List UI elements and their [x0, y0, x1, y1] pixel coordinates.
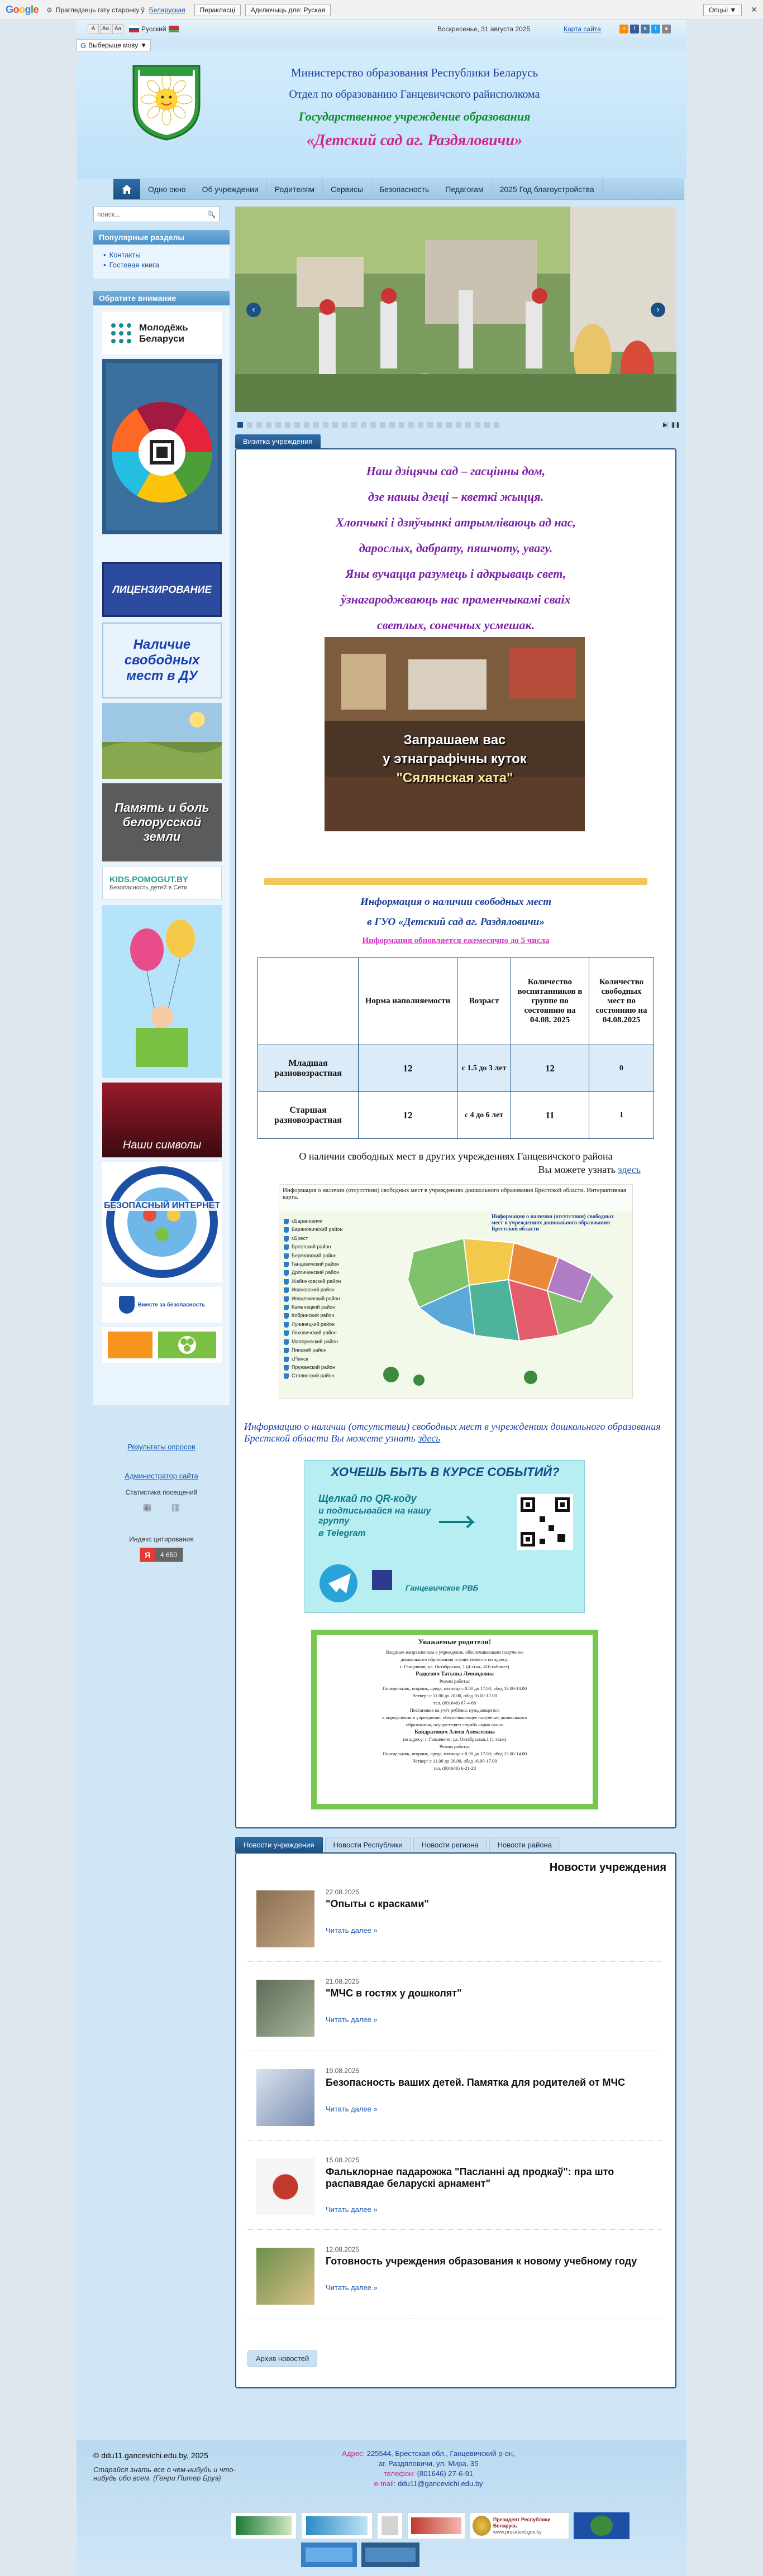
font-size-switcher	[88, 24, 123, 34]
banner-memory[interactable]: Память и боль белорусской земли	[102, 783, 222, 861]
slider-dot[interactable]	[351, 422, 357, 428]
slider-dot[interactable]	[304, 422, 309, 428]
banner-clover[interactable]	[102, 1327, 222, 1363]
language-label[interactable]: Русский	[141, 25, 166, 33]
region-map[interactable]	[279, 1184, 633, 1399]
slider-dot[interactable]	[266, 422, 271, 428]
facebook-icon[interactable]: f	[630, 25, 639, 33]
news-read-more[interactable]: Читать далее »	[326, 1926, 378, 1935]
news-thumbnail[interactable]	[256, 2158, 314, 2215]
banner-symbols[interactable]: Наши символы	[102, 1083, 222, 1157]
translate-button[interactable]: Перакласці	[194, 4, 241, 16]
nav-year-2025[interactable]: 2025 Год благоустройства	[492, 179, 603, 199]
popular-item-guestbook[interactable]: • Гостевая книга	[110, 261, 222, 269]
chevron-down-icon[interactable]: ▼	[140, 41, 147, 49]
notice-line: дошкольного образования осуществляется по адресу:	[400, 1656, 509, 1662]
translate-options-button[interactable]: Опцыі ▼	[703, 4, 742, 16]
map-district-item[interactable]: Пружанский район	[284, 1363, 368, 1372]
slider-dot[interactable]	[427, 422, 433, 428]
table-cell: Младшая разновозрастная	[258, 1045, 359, 1092]
slider-dot[interactable]	[237, 422, 243, 428]
map-district-item[interactable]: г.Барановичи	[284, 1217, 368, 1225]
news-headline[interactable]: Безопасность ваших детей. Памятка для родителей от МЧС	[326, 2077, 626, 2088]
address-label: Адрес:	[342, 2449, 365, 2458]
search-icon[interactable]: 🔍	[207, 210, 216, 218]
tab-news-republic[interactable]: Новости Республики	[325, 1837, 411, 1852]
news-headline[interactable]: "МЧС в гостях у дошколят"	[326, 1988, 462, 1999]
slider-dot[interactable]	[418, 422, 423, 428]
district-emblem-icon	[284, 1365, 289, 1371]
phone-value: (801646) 27-6-91	[417, 2469, 474, 2478]
map-district-item[interactable]: Жабинковский район	[284, 1277, 368, 1286]
email-value[interactable]: ddu11@gancevichi.edu.by	[398, 2479, 483, 2488]
cite-badge[interactable]	[140, 1548, 183, 1562]
header-ministry: Министерство образования Республики Беларусь	[290, 66, 538, 79]
slider-dot[interactable]	[475, 422, 480, 428]
table-row	[258, 1045, 654, 1092]
play-icon[interactable]: ▶	[663, 422, 669, 428]
news-item	[247, 2235, 661, 2319]
belarus-flag-icon[interactable]	[169, 26, 179, 32]
table-header: Количество свободных мест по состоянию на 04.08.2025	[589, 958, 654, 1045]
current-date: Воскресенье, 31 августа 2025	[437, 25, 531, 33]
news-read-more[interactable]: Читать далее »	[326, 2015, 378, 2024]
slider-dot[interactable]	[408, 422, 414, 428]
news-date: 22.08.2025	[326, 1888, 360, 1896]
tab-news-district[interactable]: Новости района	[489, 1837, 560, 1852]
district-emblem-icon	[284, 1262, 289, 1267]
landscape-graphic	[102, 703, 222, 779]
translate-widget-label[interactable]: Выберыце мову	[88, 41, 139, 49]
sdg-wheel-graphic	[106, 363, 218, 530]
nav-teachers[interactable]: Педагогам	[437, 179, 492, 199]
news-box	[235, 1852, 676, 2388]
banner-internet[interactable]	[102, 1162, 222, 1282]
table-header: Возраст	[457, 958, 511, 1045]
news-date: 21.08.2025	[326, 1978, 360, 1985]
image-caption: у этнаграфічны куток	[383, 751, 527, 767]
header-institution: Государственное учреждение образования	[298, 109, 531, 123]
map-district-item[interactable]: Ганцевичский район	[284, 1260, 368, 1268]
poem-line: дарослых, дабрату, пяшчоту, увагу.	[359, 541, 553, 555]
footer-logo[interactable]	[574, 2512, 630, 2539]
notice-line: Четверг с 11.00 до 20.00, обед 16.00-17.00	[412, 1758, 497, 1764]
search-box	[93, 207, 220, 222]
translate-icon: ⚙	[46, 6, 53, 14]
news-item	[247, 2146, 661, 2230]
yandex-icon: Я	[140, 1548, 155, 1562]
image-caption: "Сялянская хата"	[396, 770, 513, 786]
banner-internet-label: БЕЗОПАСНЫЙ ИНТЕРНЕТ	[102, 1201, 222, 1211]
footer-quote: Старайся знать все о чем-нибудь и что-нибудь обо всем. (Генри Питер Бруэ)	[93, 2465, 236, 2482]
pause-icon[interactable]: ❚❚	[671, 422, 680, 428]
news-date: 15.08.2025	[326, 2156, 360, 2164]
other-places-link[interactable]: здесь	[618, 1164, 641, 1175]
banner-places[interactable]: Наличие свободных мест в ДУ	[102, 623, 222, 698]
page-container	[77, 20, 686, 2576]
citation-index	[93, 1535, 230, 1562]
map-district-item[interactable]: Дрогичинский район	[284, 1268, 368, 1277]
district-emblem-icon	[284, 1357, 289, 1362]
district-emblem-icon	[284, 1279, 289, 1285]
district-emblem-icon	[284, 1330, 289, 1336]
other-places-text-2	[249, 1164, 663, 1176]
news-headline[interactable]: Фальклорнае падарожжа "Пасланні ад продкаў": пра што распавядае беларускі арнамент"	[326, 2166, 614, 2189]
email-label: e-mail:	[374, 2479, 396, 2488]
news-headline[interactable]: Готовность учреждения образования к новому учебному году	[326, 2256, 637, 2267]
translate-language-select[interactable]: Беларуская	[149, 6, 185, 14]
emblem-icon	[473, 2516, 491, 2536]
news-section	[235, 1837, 676, 2388]
notice-line: по адресу: г. Ганцевичи, ул. Октябрьская,1 (1 этаж)	[403, 1736, 507, 1742]
news-tabs	[235, 1837, 676, 1852]
notice-line: Режим работы:	[439, 1744, 470, 1749]
places-info-line: в ГУО «Детский сад аг. Раздяловичи»	[367, 916, 545, 928]
slider-dot[interactable]	[437, 422, 442, 428]
slider-dot[interactable]	[285, 422, 290, 428]
news-thumbnail[interactable]	[256, 1890, 314, 1947]
president-logo-url: www.president.gov.by	[493, 2529, 542, 2535]
map-district-item[interactable]: Брестский район	[284, 1243, 368, 1251]
slider-dot[interactable]	[313, 422, 319, 428]
address-value-2: аг. Раздяловичи, ул. Мира, 35	[378, 2459, 479, 2468]
slider-dot[interactable]	[484, 422, 490, 428]
map-district-list	[284, 1217, 368, 1381]
slider-next-button[interactable]: ›	[651, 303, 665, 317]
kindergarten-logo[interactable]	[128, 60, 205, 142]
footer-logos	[231, 2512, 633, 2568]
slider-dot[interactable]	[389, 422, 395, 428]
translate-widget[interactable]	[77, 39, 151, 51]
notice-line: Постановка на учёт ребёнка, нуждающегося	[409, 1707, 500, 1713]
counter-icon[interactable]: ▦	[142, 1503, 151, 1512]
footer-address	[300, 2449, 557, 2489]
poem-line: Хлопчыкі і дзяўчынкі атрымліваюць ад нас,	[335, 515, 576, 529]
news-item	[247, 2057, 661, 2141]
home-icon[interactable]	[121, 184, 132, 194]
slider-prev-button[interactable]: ‹	[246, 303, 261, 317]
popular-title: Популярные разделы	[93, 230, 230, 245]
district-emblem-icon	[284, 1313, 289, 1319]
poem-line: Яны вучацца разумець і адкрываць свет,	[345, 567, 566, 581]
table-cell: 12	[359, 1045, 457, 1092]
district-emblem-icon	[284, 1348, 289, 1353]
disable-translate-button[interactable]: Адключыць для: Руская	[245, 4, 331, 16]
poem-line: Наш дзіцячы сад – гасцінны дом,	[366, 464, 546, 478]
district-emblem-icon	[284, 1322, 289, 1328]
counter-icon-2[interactable]: ▥	[171, 1503, 180, 1512]
footer-logo[interactable]	[407, 2512, 465, 2539]
tg-brand: Ганцевичское РВБ	[406, 1583, 479, 1592]
slider-dot[interactable]	[380, 422, 385, 428]
other-places-prefix: Вы можете узнать	[538, 1164, 618, 1175]
banner-kids-sub: Безопасность детей в Сети	[109, 884, 188, 891]
search-input[interactable]	[97, 210, 207, 218]
news-title: Новости учреждения	[549, 1861, 666, 1874]
banner-youth[interactable]	[102, 312, 222, 355]
district-emblem-icon	[284, 1305, 289, 1310]
nav-parents[interactable]: Родителям	[267, 179, 323, 199]
slider-dot[interactable]	[256, 422, 262, 428]
news-read-more[interactable]: Читать далее »	[326, 2105, 378, 2113]
notice-line: образования, осуществляет служба «одно окно»	[406, 1722, 504, 1727]
translate-prompt: Прагледзець гэту старонку ў	[55, 6, 145, 14]
table-cell: 0	[589, 1045, 654, 1092]
top-strip	[77, 20, 686, 38]
shield-icon	[119, 1296, 135, 1314]
slider-dot[interactable]	[323, 422, 328, 428]
attention-title: Обратите внимание	[93, 291, 230, 305]
district-emblem-icon	[284, 1253, 289, 1259]
google-g-icon: G	[80, 41, 87, 50]
footer-logo[interactable]	[231, 2512, 297, 2539]
notice-title: Уважаемые родители!	[418, 1637, 492, 1646]
footer-logo[interactable]	[301, 2512, 373, 2539]
district-emblem-icon	[284, 1236, 289, 1242]
address-value: 225544, Брестская обл., Ганцевичский р-он,	[366, 2449, 515, 2458]
table-header	[258, 958, 359, 1045]
site-footer	[77, 2440, 686, 2576]
map-caption: Информация о наличии (отсутствии) свободных мест в учреждениях дошкольного образования Брестской области. Интерактивная карта.	[283, 1187, 626, 1200]
banner-kids-label: KIDS.POMOGUT.BY	[109, 874, 188, 884]
notice-line: Радкевич Татьяна Леонидовна	[416, 1671, 494, 1677]
map-district-item[interactable]: Ивацевичский район	[284, 1295, 368, 1303]
slider-dot[interactable]	[456, 422, 461, 428]
news-headline[interactable]: "Опыты с красками"	[326, 1898, 429, 1909]
notice-line: Входным направлением в учреждение, обеспечивающим получение	[385, 1649, 524, 1655]
slider-dot[interactable]	[342, 422, 347, 428]
slider-dot[interactable]	[399, 422, 404, 428]
footer-logo-president[interactable]	[470, 2512, 569, 2539]
table-cell: с 1.5 до 3 лет	[457, 1045, 511, 1092]
admin-link[interactable]: Администратор сайта	[125, 1472, 198, 1480]
news-read-more[interactable]: Читать далее »	[326, 2283, 378, 2292]
cite-value: 4 650	[155, 1548, 183, 1562]
close-icon[interactable]: ✕	[751, 5, 757, 14]
popular-item-contacts[interactable]: • Контакты	[110, 251, 222, 259]
font-size-large[interactable]: Aa	[112, 24, 123, 34]
table-cell: Старшая разновозрастная	[258, 1092, 359, 1139]
nav-safety[interactable]: Безопасность	[371, 179, 437, 199]
stats-label: Статистика посещений	[125, 1488, 198, 1496]
other-places-text: О наличии свободных мест в других учреждениях Ганцевичского района	[299, 1151, 613, 1162]
notice-line: тел. (801646) 67-4-68	[433, 1700, 476, 1706]
slider-dot[interactable]	[361, 422, 366, 428]
main-nav	[113, 179, 684, 200]
notice-line: Понедельник, вторник, среда, пятница с 8.00 до 17.00; обед 13.00-14.00	[382, 1686, 527, 1691]
vacation-graphic	[102, 905, 222, 1078]
vk-icon[interactable]: в	[641, 25, 650, 33]
map-district-item[interactable]: Лунинецкий район	[284, 1320, 368, 1329]
banner-kids[interactable]	[102, 866, 222, 899]
table-cell: 1	[589, 1092, 654, 1139]
district-emblem-icon	[284, 1219, 289, 1224]
clover-graphic	[102, 1327, 222, 1363]
notice-line: Четверг с 11.00 до 20.00, обед 16.00-17.00	[412, 1693, 497, 1698]
news-item	[247, 1878, 661, 1962]
table-header: Норма наполняемости	[359, 958, 457, 1045]
footer-logo[interactable]	[361, 2543, 419, 2567]
twitter-icon[interactable]: t	[651, 25, 660, 33]
youth-logo-icon	[110, 322, 132, 344]
places-info-line: Информация о наличии свободных мест	[360, 896, 552, 908]
slider-dot[interactable]	[465, 422, 471, 428]
font-size-medium[interactable]: Aa	[100, 24, 111, 34]
news-date: 19.08.2025	[326, 2067, 360, 2075]
social-icons	[619, 25, 671, 33]
notice-line: Кондратович Алеся Алексеевна	[414, 1729, 495, 1735]
slider-dot[interactable]	[370, 422, 376, 428]
slider-controls[interactable]	[663, 422, 680, 428]
table-row	[258, 1092, 654, 1139]
banner-vacation[interactable]	[102, 905, 222, 1078]
news-thumbnail[interactable]	[256, 2069, 314, 2126]
rss-icon[interactable]: ●	[662, 25, 671, 33]
font-size-small[interactable]: A	[88, 24, 99, 34]
footer-logo[interactable]	[301, 2543, 357, 2567]
slider-dot[interactable]	[446, 422, 452, 428]
map-district-item[interactable]: г.Брест	[284, 1234, 368, 1243]
tab-news-region[interactable]: Новости региона	[413, 1837, 487, 1852]
telegram-banner[interactable]	[304, 1460, 585, 1613]
region-availability-link[interactable]: здесь	[418, 1433, 441, 1444]
news-thumbnail[interactable]	[256, 1980, 314, 2037]
district-emblem-icon	[284, 1287, 289, 1293]
banner-sdg[interactable]	[102, 359, 222, 534]
places-table	[257, 957, 654, 1139]
header-name: «Детский сад аг. Раздяловичи»	[307, 132, 522, 149]
slider-dots	[235, 421, 680, 429]
main-content	[235, 207, 676, 412]
district-emblem-icon	[284, 1270, 289, 1276]
footer-logo[interactable]	[377, 2512, 403, 2539]
tab-visit[interactable]: Визитка учреждения	[235, 434, 321, 448]
president-logo-label: Президент Республики Беларусь	[493, 2516, 551, 2529]
region-availability-text	[244, 1421, 669, 1444]
attention-section	[93, 291, 230, 1405]
slider-dot[interactable]	[275, 422, 281, 428]
notice-line: в определении в учреждение, обеспечивающее получение дошкольного	[382, 1715, 527, 1720]
nav-one-window[interactable]: Одно окно	[140, 179, 194, 199]
tg-sub: в Telegram	[318, 1529, 366, 1538]
district-emblem-icon	[284, 1339, 289, 1345]
translate-bar	[0, 0, 763, 20]
district-emblem-icon	[284, 1227, 289, 1233]
table-cell: 12	[359, 1092, 457, 1139]
site-header	[77, 51, 686, 179]
tg-sub: Щелкай по QR-коду	[318, 1493, 417, 1504]
nav-about[interactable]: Об учреждении	[194, 179, 267, 199]
poem-line: светлых, сонечных усмешак.	[376, 618, 535, 632]
notice-line: тел. (801646) 6-21-20	[433, 1765, 476, 1771]
district-emblem-icon	[284, 1373, 289, 1379]
slider-dot[interactable]	[247, 422, 252, 428]
district-emblem-icon	[284, 1296, 289, 1302]
slider-dot[interactable]	[294, 422, 300, 428]
news-thumbnail[interactable]	[256, 2248, 314, 2305]
photo-slider[interactable]	[235, 207, 676, 412]
ok-icon[interactable]: о	[619, 25, 628, 33]
visit-stats	[93, 1488, 230, 1519]
district-emblem-icon	[284, 1244, 289, 1250]
notice-body	[317, 1649, 593, 1772]
poem-line: ўзнагароджваюць нас праменчыкамі сваіх	[341, 592, 571, 606]
banner-security[interactable]	[102, 1287, 222, 1323]
polls-link[interactable]: Результаты опросов	[127, 1443, 195, 1451]
banner-licensing[interactable]: ЛИЦЕНЗИРОВАНИЕ	[102, 562, 222, 617]
banner-landscape[interactable]	[102, 703, 222, 779]
update-note[interactable]: Информация обновляется ежемесячно до 5 числа	[362, 936, 550, 945]
table-cell: 11	[511, 1092, 589, 1139]
safe-internet-graphic	[102, 1162, 222, 1282]
footer-copyright: © ddu11.gancevichi.edu.by, 2025	[93, 2451, 208, 2460]
notice-line: Режим работы:	[439, 1678, 470, 1684]
ethno-corner-image[interactable]	[325, 637, 585, 831]
slider-dot[interactable]	[332, 422, 338, 428]
region-availability-prefix: Информацию о наличии (отсутствии) свободных мест в учреждениях дошкольного образования Брестской области Вы можете узнать	[244, 1421, 661, 1444]
map-district-item[interactable]: Барановичский район	[284, 1225, 368, 1234]
table-cell: с 4 до 6 лет	[457, 1092, 511, 1139]
map-district-item[interactable]: Каменецкий район	[284, 1303, 368, 1311]
parents-notice	[311, 1630, 598, 1809]
tab-news-institution[interactable]: Новости учреждения	[235, 1837, 323, 1852]
tg-sub: и подписывайся на нашу группу	[318, 1506, 431, 1526]
news-item	[247, 1967, 661, 2051]
map-district-item[interactable]: Кобринский район	[284, 1311, 368, 1320]
map-district-item[interactable]: Малоритский район	[284, 1338, 368, 1346]
nav-services[interactable]: Сервисы	[323, 179, 371, 199]
nav-home[interactable]	[113, 179, 140, 199]
tg-title: ХОЧЕШЬ БЫТЬ В КУРСЕ СОБЫТИЙ?	[331, 1465, 560, 1479]
google-logo: Google	[6, 4, 39, 15]
divider	[264, 878, 647, 885]
phone-label: телефон:	[383, 2469, 416, 2478]
map-district-item[interactable]: Столинский район	[284, 1372, 368, 1380]
map-title: Информация о наличии (отсутствии) свободных мест в учреждениях дошкольного образования Брестской области	[492, 1214, 614, 1232]
visit-card	[235, 434, 676, 1828]
banner-list	[93, 305, 230, 1405]
language-switcher[interactable]	[129, 25, 179, 33]
table-cell: 12	[511, 1045, 589, 1092]
map-district-item[interactable]: Ивановский район	[284, 1286, 368, 1294]
poem-line: дзе нашы дзеці – кветкі жыцця.	[368, 490, 544, 504]
cite-label: Индекс цитирования	[129, 1535, 194, 1543]
banner-security-label: Вместе за безопасность	[137, 1301, 206, 1308]
map-district-item[interactable]: Березовский район	[284, 1252, 368, 1260]
table-header: Количество воспитанников в группе по состоянию на 04.08. 2025	[511, 958, 589, 1045]
map-district-item[interactable]: Ляховичский район	[284, 1329, 368, 1337]
slide-image	[235, 207, 676, 412]
map-district-item[interactable]: Пинский район	[284, 1346, 368, 1354]
notice-line: г. Ганцевичи, ул. Октябрьская, 1 (4 этаж, 410 кабинет)	[400, 1664, 509, 1669]
visit-box	[235, 448, 676, 1828]
sitemap-link[interactable]: Карта сайта	[564, 25, 601, 33]
map-district-item[interactable]: г.Пинск	[284, 1355, 368, 1363]
news-archive-button[interactable]: Архив новостей	[247, 2350, 317, 2367]
notice-line: Понедельник, вторник, среда, пятница с 8.00 до 17.00; обед 13.00-14.00	[382, 1751, 527, 1756]
image-caption: Запрашаем вас	[403, 732, 506, 748]
slider-dot[interactable]	[494, 422, 499, 428]
russian-flag-icon[interactable]	[129, 26, 139, 32]
banner-youth-label: Молодёжь Беларуси	[139, 322, 188, 344]
header-department: Отдел по образованию Ганцевичского райисполкома	[289, 88, 540, 100]
popular-sections	[93, 230, 230, 279]
news-read-more[interactable]: Читать далее »	[326, 2205, 378, 2214]
left-sidebar	[93, 207, 230, 1559]
news-date: 12.08.2025	[326, 2245, 360, 2253]
